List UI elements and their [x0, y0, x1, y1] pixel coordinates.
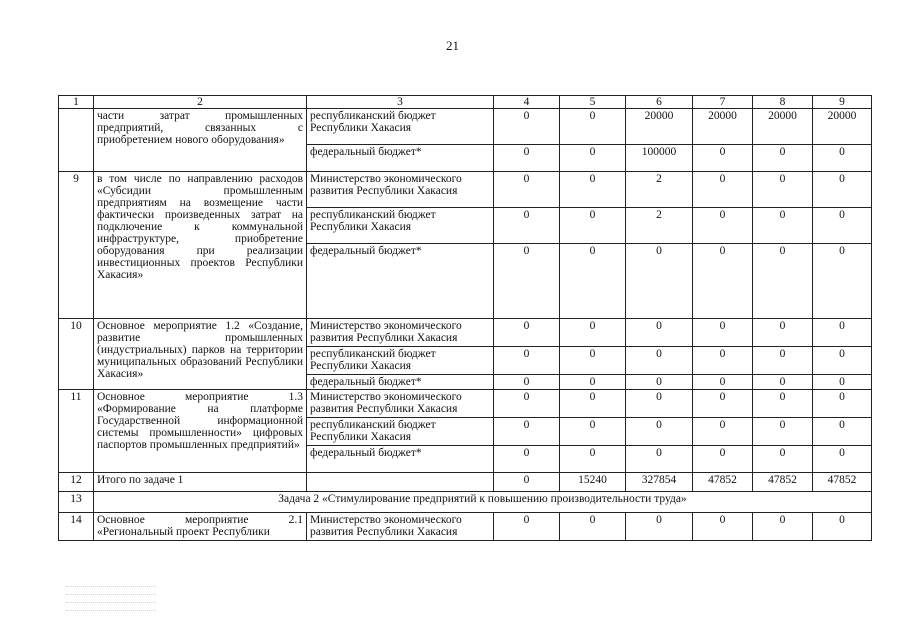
- value-cell: 0: [813, 347, 872, 375]
- row-number: 10: [59, 319, 94, 390]
- row-number: 14: [59, 513, 94, 541]
- activity-description: Итого по задаче 1: [94, 473, 307, 492]
- value-cell: 0: [626, 375, 693, 390]
- value-cell: 0: [753, 418, 813, 446]
- value-cell: 0: [753, 513, 813, 541]
- value-cell: 20000: [753, 109, 813, 145]
- value-cell: 0: [494, 347, 560, 375]
- value-cell: 0: [813, 244, 872, 319]
- budget-table: [58, 95, 872, 541]
- page-number: 21: [446, 38, 459, 53]
- table-row: [59, 109, 872, 145]
- value-cell: 327854: [626, 473, 693, 492]
- column-number-cell: 1: [59, 96, 94, 109]
- funding-source: республиканский бюджет Республики Хакасия: [307, 418, 494, 446]
- value-cell: 0: [753, 172, 813, 208]
- activity-description: части затрат промышленных предприятий, связанных с приобретением нового оборудования»: [94, 109, 307, 172]
- table-row: [59, 513, 872, 541]
- funding-source: республиканский бюджет Республики Хакасия: [307, 208, 494, 244]
- column-number-cell: 2: [94, 96, 307, 109]
- value-cell: 0: [693, 446, 753, 473]
- funding-source: федеральный бюджет*: [307, 244, 494, 319]
- value-cell: 0: [626, 390, 693, 418]
- value-cell: 0: [560, 208, 626, 244]
- value-cell: 47852: [693, 473, 753, 492]
- table-row: [59, 319, 872, 347]
- value-cell: 0: [813, 145, 872, 172]
- value-cell: 2: [626, 172, 693, 208]
- value-cell: 0: [753, 446, 813, 473]
- value-cell: 20000: [626, 109, 693, 145]
- task-title: Задача 2 «Стимулирование предприятий к повышению производительности труда»: [94, 492, 872, 513]
- row-number: [59, 109, 94, 172]
- value-cell: 0: [813, 513, 872, 541]
- value-cell: 0: [494, 208, 560, 244]
- activity-description: Основное мероприятие 1.2 «Создание, развитие промышленных (индустриальных) парков на территории муниципальных образований Республики Хакасия»: [94, 319, 307, 390]
- value-cell: 0: [560, 390, 626, 418]
- value-cell: 0: [494, 473, 560, 492]
- value-cell: 0: [560, 172, 626, 208]
- value-cell: 0: [494, 319, 560, 347]
- value-cell: 0: [693, 375, 753, 390]
- value-cell: 0: [753, 390, 813, 418]
- value-cell: 0: [494, 244, 560, 319]
- value-cell: 0: [494, 390, 560, 418]
- column-number-cell: 8: [753, 96, 813, 109]
- value-cell: 0: [693, 347, 753, 375]
- value-cell: 0: [560, 244, 626, 319]
- value-cell: 0: [494, 172, 560, 208]
- funding-source: федеральный бюджет*: [307, 145, 494, 172]
- value-cell: 0: [753, 375, 813, 390]
- column-number-cell: 3: [307, 96, 494, 109]
- funding-source: республиканский бюджет Республики Хакасия: [307, 109, 494, 145]
- funding-source: федеральный бюджет*: [307, 446, 494, 473]
- value-cell: 0: [626, 347, 693, 375]
- value-cell: 0: [560, 375, 626, 390]
- column-number-cell: 7: [693, 96, 753, 109]
- value-cell: 0: [494, 446, 560, 473]
- value-cell: 0: [560, 109, 626, 145]
- funding-source: [307, 473, 494, 492]
- activity-description: в том числе по направлению расходов «Субсидии промышленным предприятиям на возмещение части фактически произведенных затрат на подключение к коммунальной инфраструктуре, приобретение оборудования при реализации инвестиционных проектов Республики Хакасия»: [94, 172, 307, 319]
- value-cell: 0: [753, 145, 813, 172]
- column-number-cell: 6: [626, 96, 693, 109]
- value-cell: 100000: [626, 145, 693, 172]
- scan-artifact: [66, 580, 156, 618]
- value-cell: 0: [813, 172, 872, 208]
- value-cell: 0: [560, 145, 626, 172]
- value-cell: 0: [494, 418, 560, 446]
- value-cell: 0: [813, 319, 872, 347]
- column-number-cell: 5: [560, 96, 626, 109]
- value-cell: 0: [813, 446, 872, 473]
- value-cell: 15240: [560, 473, 626, 492]
- funding-source: Министерство экономического развития Республики Хакасия: [307, 319, 494, 347]
- value-cell: 0: [813, 375, 872, 390]
- value-cell: 0: [693, 172, 753, 208]
- column-number-cell: 4: [494, 96, 560, 109]
- column-number-row: [59, 96, 872, 109]
- value-cell: 0: [560, 446, 626, 473]
- value-cell: 2: [626, 208, 693, 244]
- value-cell: 0: [494, 109, 560, 145]
- table-row-total: [59, 473, 872, 492]
- value-cell: 0: [693, 244, 753, 319]
- value-cell: 0: [693, 208, 753, 244]
- value-cell: 20000: [693, 109, 753, 145]
- row-number: 9: [59, 172, 94, 319]
- funding-source: Министерство экономического развития Республики Хакасия: [307, 172, 494, 208]
- value-cell: 0: [753, 208, 813, 244]
- table-row-task-header: [59, 492, 872, 513]
- column-number-cell: 9: [813, 96, 872, 109]
- value-cell: 0: [494, 513, 560, 541]
- value-cell: 0: [560, 347, 626, 375]
- value-cell: 0: [813, 418, 872, 446]
- value-cell: 0: [560, 319, 626, 347]
- funding-source: Министерство экономического развития Республики Хакасия: [307, 390, 494, 418]
- value-cell: 0: [753, 347, 813, 375]
- funding-source: республиканский бюджет Республики Хакасия: [307, 347, 494, 375]
- value-cell: 0: [626, 244, 693, 319]
- value-cell: 0: [693, 319, 753, 347]
- value-cell: 0: [693, 390, 753, 418]
- row-number: 12: [59, 473, 94, 492]
- value-cell: 0: [494, 145, 560, 172]
- value-cell: 0: [626, 418, 693, 446]
- value-cell: 0: [494, 375, 560, 390]
- value-cell: 0: [693, 418, 753, 446]
- value-cell: 0: [753, 244, 813, 319]
- value-cell: 0: [626, 319, 693, 347]
- value-cell: 0: [626, 446, 693, 473]
- value-cell: 47852: [813, 473, 872, 492]
- value-cell: 0: [560, 418, 626, 446]
- value-cell: 47852: [753, 473, 813, 492]
- value-cell: 0: [813, 208, 872, 244]
- value-cell: 0: [693, 513, 753, 541]
- funding-source: федеральный бюджет*: [307, 375, 494, 390]
- value-cell: 0: [813, 390, 872, 418]
- row-number: 13: [59, 492, 94, 513]
- table-row: [59, 390, 872, 418]
- value-cell: 20000: [813, 109, 872, 145]
- activity-description: Основное мероприятие 1.3 «Формирование на платформе Государственной информационной системы промышленности» цифровых паспортов промышленных предприятий»: [94, 390, 307, 473]
- value-cell: 0: [626, 513, 693, 541]
- table-row: [59, 172, 872, 208]
- value-cell: 0: [693, 145, 753, 172]
- funding-source: Министерство экономического развития Республики Хакасия: [307, 513, 494, 541]
- activity-description: Основное мероприятие 2.1 «Региональный проект Республики: [94, 513, 307, 541]
- value-cell: 0: [560, 513, 626, 541]
- row-number: 11: [59, 390, 94, 473]
- value-cell: 0: [753, 319, 813, 347]
